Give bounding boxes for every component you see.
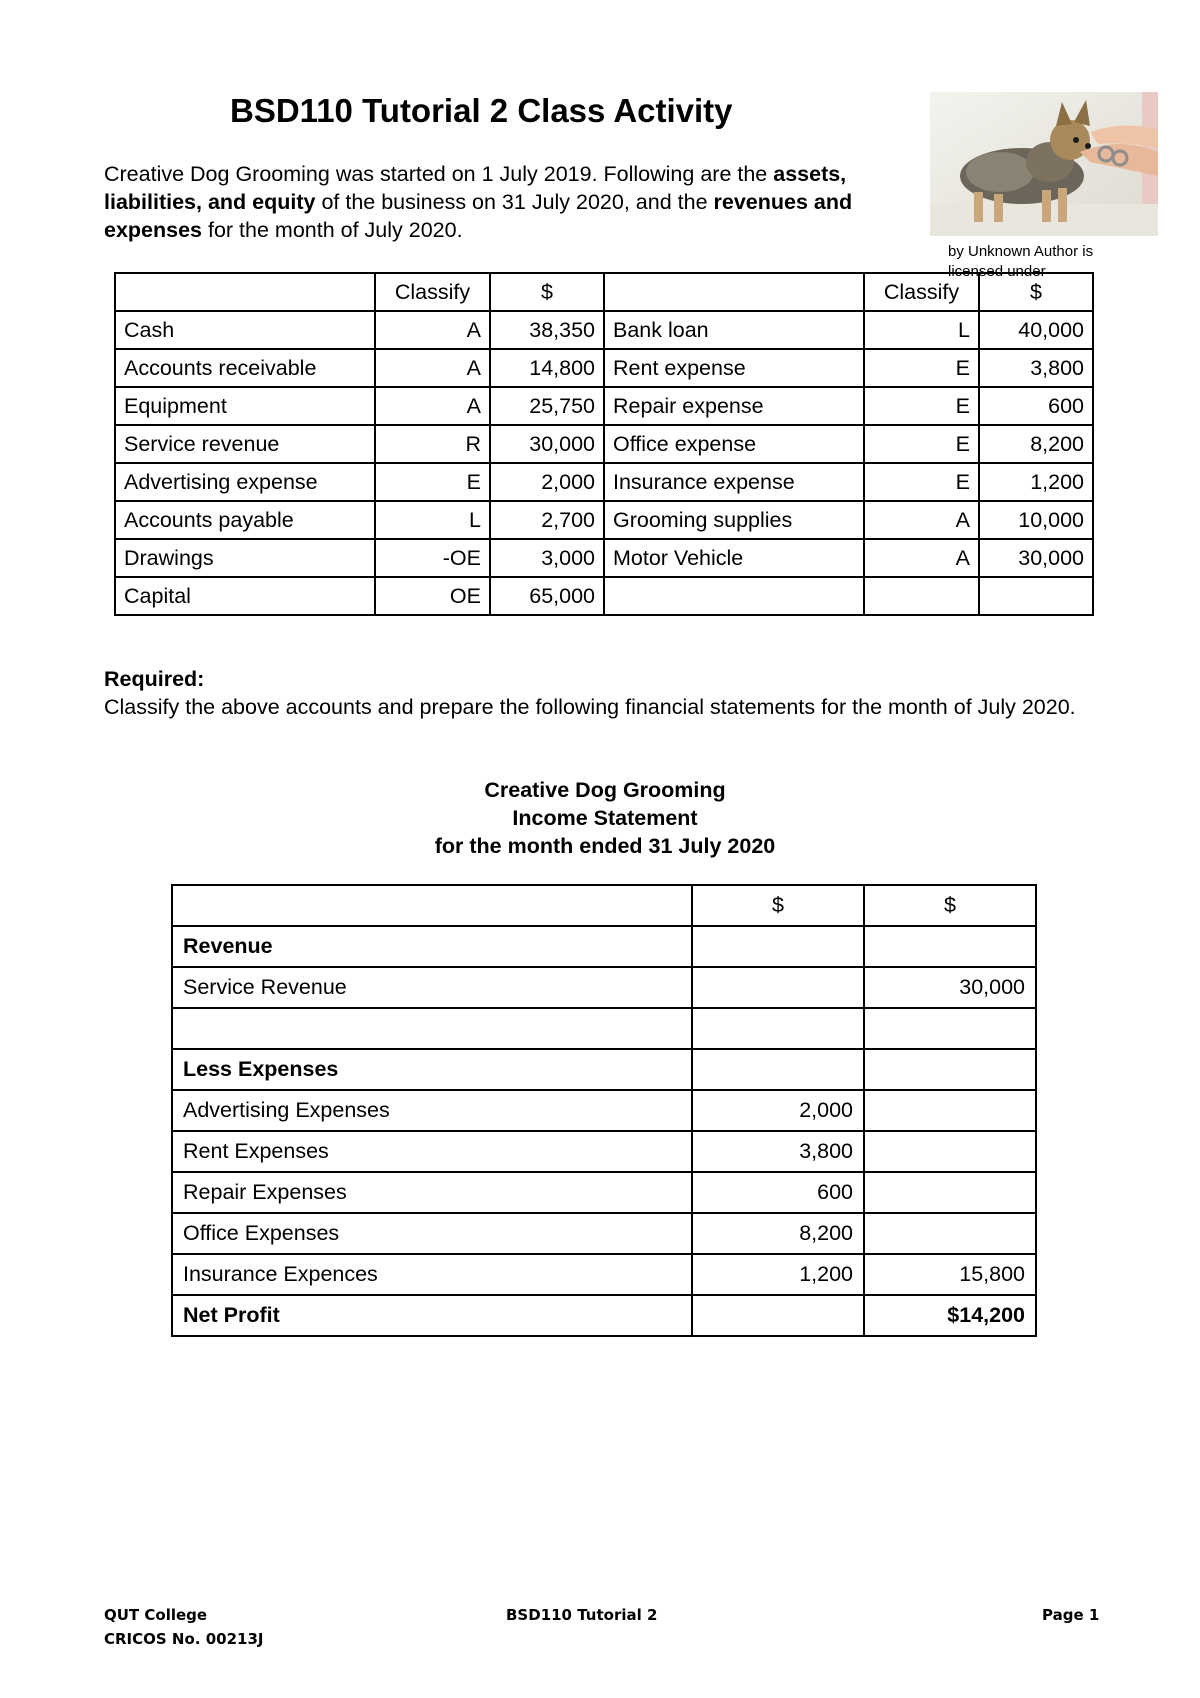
row-label: Rent Expenses <box>172 1131 692 1172</box>
account-amount: 1,200 <box>979 463 1093 501</box>
account-name: Accounts receivable <box>115 349 375 387</box>
header-cell <box>172 885 692 926</box>
account-name: Drawings <box>115 539 375 577</box>
header-amount: $ <box>490 273 604 311</box>
account-name: Bank loan <box>604 311 864 349</box>
dog-illustration <box>930 92 1158 236</box>
table-row <box>115 311 1093 349</box>
table-row <box>115 463 1093 501</box>
table-row <box>115 501 1093 539</box>
table-row <box>172 1008 1036 1049</box>
account-name: Grooming supplies <box>604 501 864 539</box>
intro-paragraph <box>104 160 904 244</box>
intro-bold-2: revenues and expenses <box>104 190 853 242</box>
income-statement-table <box>171 884 1037 1337</box>
account-amount: 2,700 <box>490 501 604 539</box>
account-classify: E <box>864 425 979 463</box>
row-col2 <box>864 1213 1036 1254</box>
row-col2 <box>864 1049 1036 1090</box>
row-col2: 15,800 <box>864 1254 1036 1295</box>
account-classify: A <box>864 539 979 577</box>
footer-cricos: CRICOS No. 00213J <box>104 1630 264 1648</box>
row-label <box>172 1008 692 1049</box>
account-amount: 14,800 <box>490 349 604 387</box>
account-name: Insurance expense <box>604 463 864 501</box>
account-amount: 25,750 <box>490 387 604 425</box>
table-row <box>172 1049 1036 1090</box>
header-amount: $ <box>864 885 1036 926</box>
row-col2 <box>864 926 1036 967</box>
accounts-table <box>114 272 1094 616</box>
account-amount: 10,000 <box>979 501 1093 539</box>
header-cell <box>115 273 375 311</box>
table-row <box>115 387 1093 425</box>
table-row <box>115 425 1093 463</box>
account-name: Repair expense <box>604 387 864 425</box>
row-col1 <box>692 1295 864 1336</box>
row-col1: 1,200 <box>692 1254 864 1295</box>
row-label: Advertising Expenses <box>172 1090 692 1131</box>
header-amount: $ <box>692 885 864 926</box>
table-row <box>172 1172 1036 1213</box>
header-classify: Classify <box>375 273 490 311</box>
account-classify: OE <box>375 577 490 615</box>
statement-period: for the month ended 31 July 2020 <box>434 834 776 858</box>
row-col2: 30,000 <box>864 967 1036 1008</box>
row-label: Insurance Expences <box>172 1254 692 1295</box>
intro-text-3: for the month of July 2020. <box>202 218 463 242</box>
account-classify: A <box>864 501 979 539</box>
table-row <box>172 1295 1036 1336</box>
account-classify: R <box>375 425 490 463</box>
table-row <box>172 1254 1036 1295</box>
intro-text-2: of the business on 31 July 2020, and the <box>315 190 714 214</box>
account-amount: 38,350 <box>490 311 604 349</box>
row-label: Office Expenses <box>172 1213 692 1254</box>
account-name: Motor Vehicle <box>604 539 864 577</box>
account-classify: L <box>375 501 490 539</box>
account-name: Office expense <box>604 425 864 463</box>
row-col2 <box>864 1008 1036 1049</box>
account-classify: E <box>864 463 979 501</box>
row-col1: 600 <box>692 1172 864 1213</box>
row-col1 <box>692 1008 864 1049</box>
account-name: Equipment <box>115 387 375 425</box>
row-label: Less Expenses <box>172 1049 692 1090</box>
account-name: Advertising expense <box>115 463 375 501</box>
table-row <box>115 577 1093 615</box>
table-row <box>172 926 1036 967</box>
account-name <box>604 577 864 615</box>
row-col1: 2,000 <box>692 1090 864 1131</box>
header-cell <box>604 273 864 311</box>
account-amount: 2,000 <box>490 463 604 501</box>
table-row <box>172 1131 1036 1172</box>
row-col1: 3,800 <box>692 1131 864 1172</box>
account-classify: E <box>864 349 979 387</box>
row-label: Service Revenue <box>172 967 692 1008</box>
row-col1 <box>692 1049 864 1090</box>
row-label: Repair Expenses <box>172 1172 692 1213</box>
row-label: Revenue <box>172 926 692 967</box>
footer-page-number: Page 1 <box>1042 1606 1100 1624</box>
income-statement-heading <box>0 776 1200 860</box>
intro-bold-1: assets, liabilities, and equity <box>104 162 847 214</box>
footer-college: QUT College <box>104 1606 208 1624</box>
row-col2 <box>864 1090 1036 1131</box>
header-amount: $ <box>979 273 1093 311</box>
account-amount: 65,000 <box>490 577 604 615</box>
row-col1 <box>692 926 864 967</box>
account-name: Service revenue <box>115 425 375 463</box>
account-name: Cash <box>115 311 375 349</box>
table-row <box>115 539 1093 577</box>
account-classify: -OE <box>375 539 490 577</box>
table-row <box>172 1213 1036 1254</box>
table-header-row <box>115 273 1093 311</box>
footer-left <box>104 1603 263 1651</box>
company-name: Creative Dog Grooming <box>484 778 726 802</box>
header-classify: Classify <box>864 273 979 311</box>
account-amount: 30,000 <box>490 425 604 463</box>
row-col2 <box>864 1131 1036 1172</box>
intro-text-1: Creative Dog Grooming was started on 1 July 2019. Following are the <box>104 162 774 186</box>
account-amount: 40,000 <box>979 311 1093 349</box>
account-classify: L <box>864 311 979 349</box>
footer-course: BSD110 Tutorial 2 <box>506 1606 658 1624</box>
account-amount: 8,200 <box>979 425 1093 463</box>
table-row <box>115 349 1093 387</box>
page-title: BSD110 Tutorial 2 Class Activity <box>230 92 733 129</box>
net-profit-value: $14,200 <box>864 1295 1036 1336</box>
table-row <box>172 967 1036 1008</box>
account-classify: E <box>864 387 979 425</box>
table-header-row <box>172 885 1036 926</box>
account-amount: 30,000 <box>979 539 1093 577</box>
account-classify: E <box>375 463 490 501</box>
account-classify: A <box>375 349 490 387</box>
row-col1: 8,200 <box>692 1213 864 1254</box>
account-name: Rent expense <box>604 349 864 387</box>
photo-caption: by Unknown Author is licensed under <box>948 243 1094 280</box>
required-text: Classify the above accounts and prepare the following financial statements for the month of July 2020. <box>104 695 1076 719</box>
table-row <box>172 1090 1036 1131</box>
statement-name: Income Statement <box>512 806 698 830</box>
account-classify: A <box>375 311 490 349</box>
account-classify: A <box>375 387 490 425</box>
row-col2 <box>864 1172 1036 1213</box>
required-section <box>104 665 1104 721</box>
account-classify <box>864 577 979 615</box>
account-amount: 600 <box>979 387 1093 425</box>
row-label: Net Profit <box>172 1295 692 1336</box>
dog-grooming-photo <box>930 92 1158 236</box>
row-col1 <box>692 967 864 1008</box>
account-amount <box>979 577 1093 615</box>
account-amount: 3,800 <box>979 349 1093 387</box>
account-amount: 3,000 <box>490 539 604 577</box>
required-heading: Required: <box>104 667 205 691</box>
account-name: Accounts payable <box>115 501 375 539</box>
account-name: Capital <box>115 577 375 615</box>
